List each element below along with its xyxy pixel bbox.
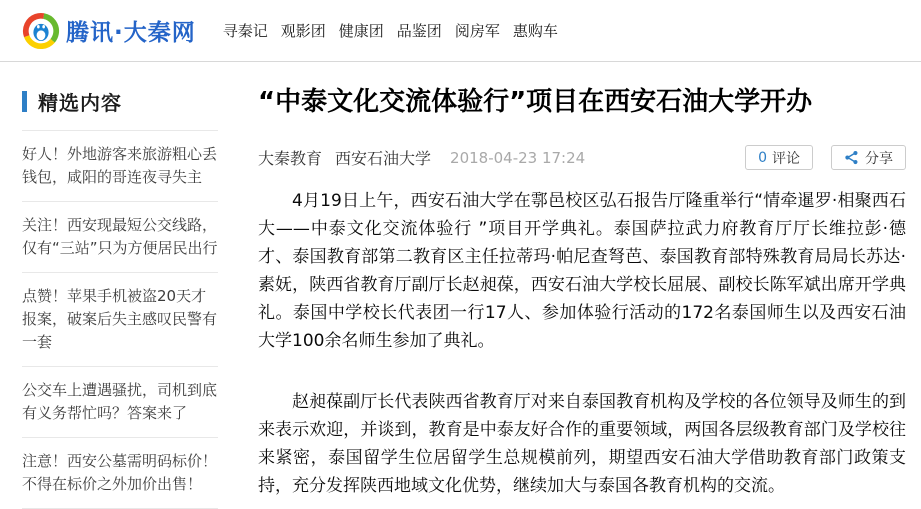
publish-timestamp: 2018-04-23 17:24: [450, 148, 586, 167]
nav-item-xunqinji[interactable]: 寻秦记: [222, 22, 268, 40]
page-title: “中泰文化交流体验行”项目在西安石油大学开办: [258, 87, 813, 117]
nav-item-yuefangjun[interactable]: 阅房军: [454, 22, 500, 40]
list-item[interactable]: 注意！西安公墓需明码标价！不得在标价之外加价出售！: [22, 438, 218, 509]
comment-count: 0: [758, 149, 767, 166]
article-main: [258, 63, 906, 500]
article-paragraph: 赵昶葆副厅长代表陕西省教育厅对来自泰国教育机构及学校的各位领导及师生的到来表示欢迎，并谈到，教育是中泰友好合作的重要领域，两国各层级教育部门及学校往来紧密，泰国留学生位居留学生总规模前列，期望西安石油大学借助教育部门政策支持，充分发挥陕西地域文化优势，继续加大与泰国各教育机构的交流。: [258, 392, 906, 496]
nav-item-pinjiantuan[interactable]: 品鉴团: [396, 22, 442, 40]
sidebar-header: [22, 87, 218, 131]
article-paragraph: 4月19日上午，西安石油大学在鄠邑校区弘石报告厅隆重举行“情牵暹罗·相聚西石大——中泰文化交流体验行 ”项目开学典礼。泰国萨拉武力府教育厅厅长维拉彭·德才、泰国教育部第二教育区主任拉蒂玛·帕尼查弩芭、泰国教育部特殊教育局局长苏达·素妩，陕西省教育厅副厅长赵昶葆，西安石油大学校长屈展、副校长陈军斌出席开学典礼。泰国中学校长代表团一行17人、参加体验行活动的172名泰国师生以及西安石油大学100余名师生参加了典礼。: [258, 191, 906, 351]
list-item[interactable]: 关注！西安现最短公交线路，仅有“三站”只为方便居民出行: [22, 202, 218, 273]
comments-button[interactable]: [745, 145, 813, 170]
site-logo[interactable]: [22, 12, 196, 50]
list-item[interactable]: 好人！外地游客来旅游粗心丢钱包，咸阳的哥连夜寻失主: [22, 131, 218, 202]
source-tag-university[interactable]: 西安石油大学: [335, 149, 432, 168]
article-actions: [745, 145, 906, 170]
site-header: [0, 0, 921, 62]
site-logo-text: 腾讯·大秦网: [66, 20, 196, 46]
source-tag-daqin-edu[interactable]: 大秦教育: [258, 149, 323, 168]
list-item[interactable]: 点赞！苹果手机被盗20天才报案，破案后失主感叹民警有一套: [22, 273, 218, 367]
share-label: 分享: [865, 150, 893, 167]
share-icon: [844, 150, 859, 165]
nav-item-jiankangtuan[interactable]: 健康团: [338, 22, 384, 40]
nav-item-huigouche[interactable]: 惠购车: [512, 22, 558, 40]
top-nav: [210, 20, 558, 41]
featured-sidebar: [22, 63, 218, 509]
accent-bar: [22, 91, 27, 112]
share-button[interactable]: [831, 145, 906, 170]
article-meta: [258, 145, 906, 170]
tencent-penguin-logo-icon: [22, 12, 60, 50]
nav-item-guanyingtuan[interactable]: 观影团: [280, 22, 326, 40]
list-item[interactable]: 公交车上遭遇骚扰，司机到底有义务帮忙吗？答案来了: [22, 367, 218, 438]
sidebar-title: 精选内容: [38, 91, 122, 115]
comment-label: 评论: [772, 150, 800, 167]
